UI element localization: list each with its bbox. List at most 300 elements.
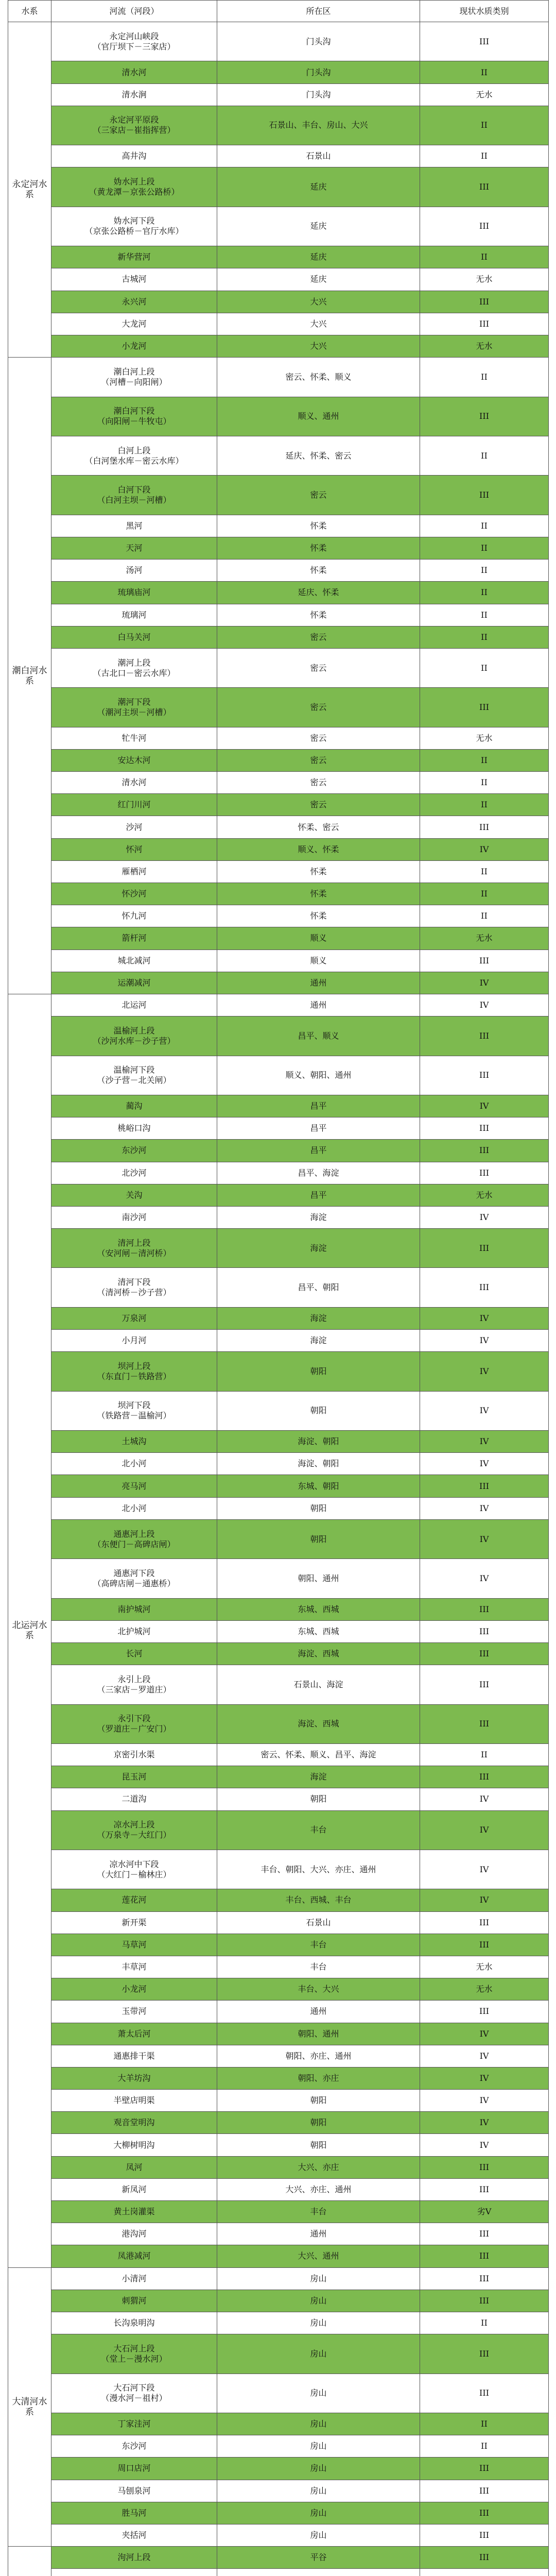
district-cell: 海淀 [217,1766,420,1788]
district-cell: 朝阳 [217,1352,420,1391]
river-cell: 东沙河 [51,2435,217,2458]
district-cell: 门头沟 [217,83,420,106]
quality-cell: IV [420,1453,549,1475]
quality-cell: II [420,582,549,604]
quality-cell: II [420,436,549,475]
table-row [8,2223,549,2245]
district-cell: 丰台、西城、丰台 [217,1889,420,1911]
river-cell: 长河 [51,1643,217,1665]
district-cell: 房山 [217,2480,420,2502]
quality-cell: IV [420,2112,549,2134]
table-row [8,515,549,537]
district-cell: 海淀、朝阳 [217,1431,420,1453]
river-cell: 凉水河上段 （万泉寺－大红门） [51,1810,217,1850]
river-cell: 温榆河下段 （沙子营－北关闸） [51,1056,217,1095]
quality-cell: 无水 [420,1184,549,1206]
district-cell: 通州 [217,2223,420,2245]
river-cell: 温榆河上段 （沙河水库－沙子营） [51,1016,217,1056]
table-row [8,61,549,83]
district-cell: 海淀、西城 [217,1643,420,1665]
district-cell: 房山 [217,2312,420,2334]
table-row [8,1850,549,1889]
quality-cell: 劣V [420,2201,549,2223]
table-row [8,313,549,335]
river-cell: 黑河 [51,515,217,537]
district-cell: 丰台 [217,1956,420,1978]
table-row [8,358,549,397]
water-system-cell: 永定河水系 [8,22,51,358]
district-cell: 怀柔 [217,905,420,927]
quality-cell: II [420,358,549,397]
river-cell: 观音堂明沟 [51,2112,217,2134]
district-cell: 延庆 [217,167,420,207]
quality-cell: II [420,772,549,794]
quality-cell: III [420,2480,549,2502]
district-cell: 通州 [217,2001,420,2023]
river-cell: 清河下段 （清河桥－沙子营） [51,1268,217,1307]
water-quality-table [8,0,549,2576]
district-cell: 昌平 [217,1095,420,1117]
district-cell: 房山 [217,2502,420,2524]
quality-cell: III [420,1162,549,1184]
quality-cell: IV [420,1330,549,1352]
table-row [8,2001,549,2023]
table-row [8,1978,549,2001]
table-row [8,860,549,883]
quality-cell: II [420,648,549,687]
district-cell: 朝阳、亦庄、通州 [217,2045,420,2067]
table-row [8,1330,549,1352]
district-cell: 朝阳 [217,1497,420,1519]
river-cell: 港沟河 [51,2223,217,2245]
quality-cell: IV [420,994,549,1016]
quality-cell: 无水 [420,268,549,291]
table-row [8,167,549,207]
table-row [8,2547,549,2569]
river-cell: 周口店河 [51,2458,217,2480]
district-cell: 房山 [217,2435,420,2458]
quality-cell: II [420,537,549,559]
quality-cell: III [420,2458,549,2480]
river-cell: 永引上段 （三家店－罗道庄） [51,1665,217,1704]
table-row [8,1184,549,1206]
district-cell: 密云 [217,688,420,727]
district-cell: 房山 [217,2374,420,2413]
district-cell: 怀柔 [217,537,420,559]
table-row [8,994,549,1016]
quality-cell: III [420,950,549,972]
district-cell: 朝阳 [217,1391,420,1430]
district-cell: 大兴 [217,291,420,313]
table-row [8,2067,549,2089]
quality-cell: IV [420,1391,549,1430]
table-row [8,2267,549,2290]
table-row [8,2023,549,2045]
district-cell: 朝阳、通州 [217,2023,420,2045]
quality-cell: II [420,2413,549,2435]
table-row [8,1352,549,1391]
table-row [8,436,549,475]
table-row [8,582,549,604]
district-cell: 昌平、顺义 [217,1016,420,1056]
river-cell: 玉带河 [51,2001,217,2023]
river-cell: 小月河 [51,1330,217,1352]
quality-cell: IV [420,1431,549,1453]
quality-cell: III [420,1911,549,1934]
river-cell: 潮河上段 （古北口－密云水库） [51,648,217,687]
river-cell: 半壁店明渠 [51,2090,217,2112]
table-row [8,268,549,291]
river-cell: 清水河 [51,61,217,83]
table-row [8,1744,549,1766]
quality-cell: II [420,883,549,905]
water-system-cell: 北运河水系 [8,994,51,2267]
table-row [8,1016,549,1056]
district-cell: 门头沟 [217,61,420,83]
quality-cell: IV [420,838,549,860]
table-row [8,1117,549,1140]
river-cell: 刺猬河 [51,2290,217,2312]
river-cell: 高井沟 [51,145,217,167]
district-cell: 海淀 [217,1330,420,1352]
district-cell: 顺义 [217,950,420,972]
district-cell: 房山 [217,2267,420,2290]
river-cell: 北沙河 [51,1162,217,1184]
header-quality: 现状水质类别 [420,1,549,22]
quality-cell: IV [420,1206,549,1228]
river-cell: 丰草河 [51,1956,217,1978]
district-cell: 东城、西城 [217,1620,420,1642]
table-row [8,83,549,106]
river-cell: 怀河 [51,838,217,860]
header-river: 河流（河段） [51,1,217,22]
quality-cell: III [420,291,549,313]
quality-cell: III [420,816,549,838]
table-row [8,688,549,727]
table-row [8,22,549,61]
river-cell: 长沟泉明沟 [51,2312,217,2334]
district-cell: 昌平 [217,1140,420,1162]
district-cell: 海淀 [217,1206,420,1228]
river-cell: 大龙河 [51,313,217,335]
district-cell: 朝阳 [217,2112,420,2134]
table-row [8,397,549,436]
river-cell: 北小河 [51,1497,217,1519]
river-cell: 汤河 [51,560,217,582]
district-cell: 怀柔 [217,560,420,582]
quality-cell: IV [420,2067,549,2089]
table-row [8,1810,549,1850]
river-cell: 通惠河上段 （东便门－高碑店闸） [51,1519,217,1558]
quality-cell: IV [420,1352,549,1391]
district-cell: 石景山、海淀 [217,1665,420,1704]
table-row [8,2458,549,2480]
district-cell: 密云 [217,749,420,771]
quality-cell: IV [420,2134,549,2156]
table-row [8,604,549,626]
table-row [8,2312,549,2334]
table-row [8,1788,549,1810]
quality-cell: III [420,2502,549,2524]
quality-cell: IV [420,1559,549,1598]
quality-cell: III [420,22,549,61]
table-row [8,2569,549,2576]
header-system: 水系 [8,1,51,22]
river-cell: 大石河上段 （堂上－漫水河） [51,2334,217,2374]
river-cell: 土城沟 [51,1431,217,1453]
river-cell: 大柳树明沟 [51,2134,217,2156]
quality-cell: II [420,2435,549,2458]
district-cell: 怀柔 [217,883,420,905]
district-cell: 昌平 [217,1184,420,1206]
quality-cell: II [420,626,549,648]
district-cell: 怀柔 [217,604,420,626]
quality-cell: III [420,688,549,727]
river-cell: 运潮减河 [51,972,217,994]
river-cell: 琉璃庙河 [51,582,217,604]
table-row [8,2245,549,2267]
river-cell: 南沙河 [51,1206,217,1228]
district-cell: 朝阳 [217,2090,420,2112]
table-row [8,2178,549,2200]
quality-cell: II [420,1744,549,1766]
district-cell: 密云 [217,476,420,515]
quality-cell: IV [420,2045,549,2067]
river-cell: 怀九河 [51,905,217,927]
river-cell: 白河上段 （白河堡水库－密云水库） [51,436,217,475]
quality-cell: III [420,1665,549,1704]
river-cell: 城北减河 [51,950,217,972]
river-cell: 莲花河 [51,1889,217,1911]
river-cell: 凤河 [51,2156,217,2178]
table-row [8,2435,549,2458]
district-cell: 丰台、朝阳、大兴、亦庄、通州 [217,1850,420,1889]
district-cell: 丰台 [217,2201,420,2223]
district-cell: 大兴、亦庄 [217,2156,420,2178]
quality-cell: III [420,1643,549,1665]
river-cell: 南护城河 [51,1598,217,1620]
district-cell: 海淀 [217,1307,420,1329]
district-cell: 朝阳 [217,1788,420,1810]
river-cell: 北运河 [51,994,217,1016]
table-row [8,905,549,927]
river-cell: 牤牛河 [51,727,217,749]
river-cell: 大石河下段 （漫水河－祖村） [51,2374,217,2413]
river-cell: 昆玉河 [51,1766,217,1788]
river-cell: 小龙河 [51,1978,217,2001]
quality-cell: III [420,2547,549,2569]
quality-cell: III [420,2001,549,2023]
table-row [8,972,549,994]
river-cell: 北护城河 [51,1620,217,1642]
river-cell: 凤港减河 [51,2245,217,2267]
quality-cell: III [420,2223,549,2245]
river-cell: 潮河下段 （潮河主坝－河槽） [51,688,217,727]
table-row [8,1911,549,1934]
quality-cell: III [420,1934,549,1956]
table-row [8,2374,549,2413]
district-cell: 通州 [217,994,420,1016]
district-cell: 怀柔 [217,860,420,883]
river-cell: 清水河 [51,772,217,794]
table-row [8,772,549,794]
quality-cell: III [420,2374,549,2413]
district-cell: 顺义 [217,927,420,950]
quality-cell: 无水 [420,335,549,357]
table-row [8,1643,549,1665]
table-row [8,106,549,145]
district-cell: 昌平、朝阳 [217,1268,420,1307]
water-system-cell: 潮白河水系 [8,358,51,994]
quality-cell: 无水 [420,727,549,749]
district-cell: 密云 [217,794,420,816]
table-row [8,1206,549,1228]
quality-cell: IV [420,1519,549,1558]
district-cell: 石景山、丰台、房山、大兴 [217,106,420,145]
quality-cell: II [420,560,549,582]
table-row [8,2045,549,2067]
district-cell: 顺义、怀柔 [217,838,420,860]
district-cell: 丰台 [217,1934,420,1956]
quality-cell: III [420,1268,549,1307]
quality-cell: IV [420,972,549,994]
district-cell: 怀柔、密云 [217,816,420,838]
district-cell: 大兴 [217,313,420,335]
table-row [8,2334,549,2374]
river-cell: 新开渠 [51,1911,217,1934]
quality-cell: III [420,1766,549,1788]
district-cell: 密云、怀柔、顺义 [217,358,420,397]
district-cell: 房山 [217,2290,420,2312]
table-row [8,2134,549,2156]
quality-cell: II [420,61,549,83]
table-row [8,648,549,687]
district-cell: 石景山 [217,1911,420,1934]
quality-cell: III [420,2290,549,2312]
river-cell: 蔺沟 [51,1095,217,1117]
water-system-cell [8,2547,51,2576]
river-cell: 红门川河 [51,794,217,816]
district-cell: 昌平、海淀 [217,1162,420,1184]
river-cell: 清水涧 [51,83,217,106]
quality-cell: III [420,1117,549,1140]
quality-cell: III [420,1229,549,1268]
quality-cell: II [420,106,549,145]
district-cell: 房山 [217,2458,420,2480]
table-row [8,2502,549,2524]
district-cell: 延庆、怀柔、密云 [217,436,420,475]
quality-cell: 无水 [420,1978,549,2001]
table-row [8,145,549,167]
quality-cell: III [420,476,549,515]
river-cell: 坝河下段 （铁路营－温榆河） [51,1391,217,1430]
table-row [8,1095,549,1117]
quality-cell: III [420,2267,549,2290]
table-row [8,1268,549,1307]
quality-cell: II [420,2312,549,2334]
table-row [8,1665,549,1704]
river-cell: 通惠河下段 （高碑店闸－通惠桥） [51,1559,217,1598]
river-cell: 东沙河 [51,1140,217,1162]
table-row [8,1307,549,1329]
district-cell: 密云 [217,772,420,794]
quality-cell: III [420,1140,549,1162]
table-row [8,927,549,950]
quality-cell: IV [420,1850,549,1889]
table-row [8,2413,549,2435]
table-row [8,950,549,972]
district-cell: 朝阳、通州 [217,1559,420,1598]
table-wrapper [8,0,548,2576]
district-cell: 密云 [217,626,420,648]
river-cell: 北小河 [51,1453,217,1475]
river-cell: 永引下段 （罗道庄－广安门） [51,1704,217,1743]
district-cell: 大兴、亦庄、通州 [217,2178,420,2200]
river-cell: 潮白河上段 （河槽－向阳闸） [51,358,217,397]
quality-cell: III [420,1704,549,1743]
river-cell: 黄土岗灌渠 [51,2201,217,2223]
quality-cell: IV [420,2023,549,2045]
table-row [8,2201,549,2223]
quality-cell: III [420,1620,549,1642]
quality-cell: III [420,207,549,246]
river-cell: 潮白河下段 （向阳闸－牛牧屯） [51,397,217,436]
table-row [8,476,549,515]
district-cell: 密云 [217,727,420,749]
table-row [8,883,549,905]
district-cell: 平谷 [217,2547,420,2569]
table-row [8,1598,549,1620]
table-row [8,1766,549,1788]
quality-cell: IV [420,1497,549,1519]
quality-cell: II [420,246,549,268]
river-cell: 新华营河 [51,246,217,268]
table-row [8,1704,549,1743]
quality-cell: II [420,905,549,927]
district-cell: 丰台、大兴 [217,1978,420,2001]
district-cell: 延庆、怀柔 [217,582,420,604]
river-cell: 安达木河 [51,749,217,771]
quality-cell: IV [420,1810,549,1850]
river-cell: 怀沙河 [51,883,217,905]
district-cell: 密云、怀柔、顺义、昌平、海淀 [217,1744,420,1766]
quality-cell: II [420,145,549,167]
river-cell: 马刨泉河 [51,2480,217,2502]
district-cell: 延庆 [217,246,420,268]
quality-cell: III [420,2334,549,2374]
river-cell: 小清河 [51,2267,217,2290]
quality-cell: III [420,167,549,207]
district-cell: 延庆 [217,268,420,291]
river-cell: 天河 [51,537,217,559]
district-cell: 朝阳 [217,1519,420,1558]
table-row [8,1140,549,1162]
river-cell: 夹括河 [51,2524,217,2546]
table-row [8,1229,549,1268]
river-cell: 古城河 [51,268,217,291]
table-row [8,207,549,246]
table-row [8,727,549,749]
district-cell: 密云 [217,648,420,687]
table-row [8,2290,549,2312]
quality-cell: III [420,2156,549,2178]
table-row [8,1519,549,1558]
table-row [8,1431,549,1453]
district-cell: 海淀、西城 [217,1704,420,1743]
table-row [8,1559,549,1598]
river-cell: 二道沟 [51,1788,217,1810]
quality-cell: III [420,1598,549,1620]
